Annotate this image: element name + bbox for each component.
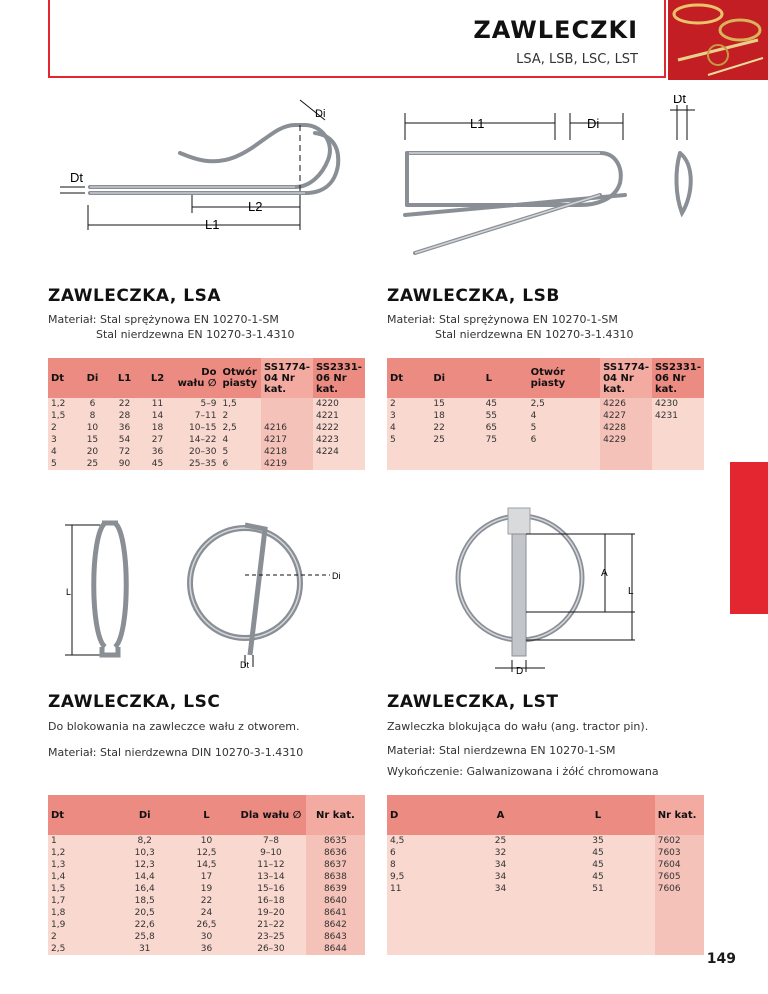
table-cell: 45 (592, 872, 604, 882)
lst-table-body (387, 835, 704, 955)
lsc-description: Do blokowania na zawleczce wału z otworem. (48, 720, 300, 733)
lsa-table (48, 358, 365, 470)
lsa-material-line1: Materiał: Stal sprężynowa EN 10270-1-SM (48, 313, 279, 326)
table-cell: 2 (51, 423, 57, 433)
lst-table (387, 795, 704, 955)
table-cell (460, 907, 541, 919)
lsc-material: Materiał: Stal nierdzewna DIN 10270-3-1.4310 (48, 746, 304, 759)
table-cell: 3 (51, 435, 57, 445)
lsc-l-label: L (66, 587, 72, 597)
table-cell: 8642 (306, 919, 365, 931)
table-cell: 18 (151, 423, 164, 433)
table-cell: 2 (51, 932, 57, 942)
table-cell: 1,5 (51, 884, 66, 894)
lsa-col-hole: Otwór piasty (219, 358, 261, 398)
table-cell: 4 (530, 411, 537, 421)
table-cell: 18,5 (134, 896, 155, 906)
table-cell: 55 (485, 411, 498, 421)
table-cell: 6 (390, 848, 396, 858)
table-cell: 15 (433, 399, 445, 409)
table-cell: 1,2 (51, 399, 66, 409)
table-cell: 26,5 (196, 920, 217, 930)
table-cell: 4 (222, 435, 229, 445)
table-cell (528, 446, 601, 458)
table-cell: 54 (118, 435, 131, 445)
table-row (387, 883, 704, 895)
table-cell: 5 (390, 435, 396, 445)
table-row (48, 434, 365, 446)
table-cell: 2,5 (51, 944, 66, 954)
table-cell: 4219 (261, 458, 313, 470)
table-cell: 34 (494, 860, 507, 870)
table-cell: 13–14 (257, 872, 285, 882)
table-cell: 8644 (306, 943, 365, 955)
table-cell (652, 458, 704, 470)
table-cell: 8 (390, 860, 396, 870)
table-row (48, 847, 365, 859)
lsa-col-dt: Dt (48, 358, 77, 398)
lsa-l1-label: L1 (205, 217, 220, 232)
lsb-col-ss1774: SS1774-04 Nr kat. (600, 358, 652, 398)
table-cell: 45 (151, 459, 164, 469)
lst-l-label: L (628, 586, 634, 597)
table-cell: 16–18 (257, 896, 285, 906)
table-cell: 10,3 (134, 848, 155, 858)
table-row (48, 883, 365, 895)
table-row (387, 446, 704, 458)
table-cell: 7606 (655, 883, 704, 895)
table-cell: 2,5 (530, 399, 545, 409)
table-cell: 90 (118, 459, 131, 469)
table-cell: 1,4 (51, 872, 66, 882)
table-cell: 8640 (306, 895, 365, 907)
table-cell (528, 458, 601, 470)
table-cell (652, 422, 704, 434)
table-cell (430, 446, 482, 458)
lsb-di-label: Di (587, 116, 600, 131)
table-row (387, 907, 704, 919)
table-row (387, 847, 704, 859)
table-row (48, 398, 365, 410)
lsb-table-header-row (387, 358, 704, 398)
table-cell: 1,9 (51, 920, 66, 930)
table-cell: 1,8 (51, 908, 66, 918)
table-cell: 15 (86, 435, 99, 445)
table-cell: 21–22 (257, 920, 285, 930)
lsb-title: ZAWLECZKA, LSB (387, 286, 560, 306)
table-row (48, 859, 365, 871)
page-number: 149 (706, 951, 736, 967)
lsb-col-l: L (483, 358, 528, 398)
table-cell (387, 943, 460, 955)
table-cell: 65 (485, 423, 498, 433)
lsc-dt-label: Dt (240, 660, 249, 670)
table-cell: 8,2 (137, 836, 152, 846)
table-cell: 20,5 (134, 908, 155, 918)
table-cell: 22 (118, 399, 131, 409)
table-cell: 36 (200, 944, 213, 954)
lst-description: Zawleczka blokująca do wału (ang. tractor pin). (387, 720, 649, 733)
table-row (387, 398, 704, 410)
table-cell: 2 (390, 399, 396, 409)
table-cell: 25–35 (189, 459, 217, 469)
lsb-col-dt: Dt (387, 358, 430, 398)
table-cell: 14,5 (196, 860, 217, 870)
table-cell: 72 (118, 447, 131, 457)
table-cell: 22,6 (134, 920, 155, 930)
table-cell: 30 (200, 932, 213, 942)
lsc-col-di: Di (112, 795, 176, 835)
table-cell: 4231 (655, 411, 678, 421)
lsa-table-header-row (48, 358, 365, 398)
table-cell: 5 (530, 423, 537, 433)
table-row (48, 919, 365, 931)
table-row (387, 458, 704, 470)
table-cell (387, 895, 460, 907)
lsa-col-ss1774: SS1774-04 Nr kat. (261, 358, 313, 398)
table-cell: 4230 (655, 399, 678, 409)
table-cell: 20–30 (189, 447, 217, 457)
table-cell: 6 (530, 435, 537, 445)
table-cell: 11–12 (257, 860, 285, 870)
lsb-diagram (395, 95, 705, 260)
table-cell: 31 (138, 944, 151, 954)
table-cell: 4216 (261, 422, 313, 434)
lst-col-a: A (460, 795, 541, 835)
table-cell: 8636 (306, 847, 365, 859)
table-cell: 23–25 (257, 932, 285, 942)
table-cell: 75 (485, 435, 498, 445)
table-cell: 5 (51, 459, 57, 469)
table-cell (387, 458, 430, 470)
table-cell: 4228 (600, 422, 652, 434)
table-cell: 6 (89, 399, 96, 409)
table-cell: 6 (222, 459, 229, 469)
table-cell (313, 458, 365, 470)
table-row (48, 422, 365, 434)
table-cell: 45 (485, 399, 498, 409)
table-cell (261, 410, 313, 422)
table-cell: 18 (433, 411, 445, 421)
table-row (387, 410, 704, 422)
table-cell: 14 (151, 411, 164, 421)
table-row (387, 931, 704, 943)
table-cell (460, 931, 541, 943)
lsc-table-header-row (48, 795, 365, 835)
table-row (48, 895, 365, 907)
table-row (48, 835, 365, 847)
table-row (48, 446, 365, 458)
table-row (387, 434, 704, 446)
lsc-di-label: Di (332, 571, 341, 581)
table-cell: 7–8 (262, 836, 279, 846)
table-cell (541, 907, 655, 919)
table-cell: 5–9 (200, 399, 217, 409)
lsa-col-shaft: Do wału ∅ (174, 358, 219, 398)
table-row (48, 871, 365, 883)
lst-col-catalog: Nr kat. (655, 795, 704, 835)
lsb-material (387, 312, 634, 342)
table-cell: 8635 (306, 835, 365, 847)
table-cell (652, 446, 704, 458)
table-cell: 35 (592, 836, 604, 846)
table-cell: 8639 (306, 883, 365, 895)
table-cell (483, 458, 528, 470)
lsa-l2-label: L2 (248, 199, 263, 214)
lsa-dt-label: Dt (70, 170, 83, 185)
lsc-col-l: L (177, 795, 236, 835)
table-cell (655, 931, 704, 943)
table-cell (600, 446, 652, 458)
lsb-col-di: Di (430, 358, 482, 398)
table-cell: 1,2 (51, 848, 66, 858)
table-cell: 19–20 (257, 908, 285, 918)
table-cell: 27 (151, 435, 164, 445)
table-cell: 9–10 (260, 848, 282, 858)
table-cell: 15–16 (257, 884, 285, 894)
table-cell: 4227 (600, 410, 652, 422)
table-cell: 8638 (306, 871, 365, 883)
table-cell: 25,8 (134, 932, 155, 942)
table-cell: 1,7 (51, 896, 66, 906)
table-cell (430, 458, 482, 470)
table-cell: 25 (433, 435, 445, 445)
table-cell: 10 (86, 423, 99, 433)
lsc-col-shaft: Dla wału ∅ (236, 795, 306, 835)
table-cell: 10 (200, 836, 213, 846)
table-cell: 4 (51, 447, 57, 457)
table-cell: 26–30 (257, 944, 285, 954)
table-cell (460, 895, 541, 907)
page-title: ZAWLECZKI (473, 16, 638, 44)
table-cell: 8641 (306, 907, 365, 919)
lsa-col-l2: L2 (141, 358, 174, 398)
table-cell (387, 919, 460, 931)
lsa-col-l1: L1 (108, 358, 141, 398)
table-cell: 24 (200, 908, 213, 918)
table-cell: 51 (592, 884, 604, 894)
lsb-col-hole: Otwór piasty (528, 358, 601, 398)
table-cell (655, 895, 704, 907)
table-cell: 7–11 (194, 411, 217, 421)
table-cell (261, 398, 313, 410)
table-cell (460, 943, 541, 955)
lst-title: ZAWLECZKA, LST (387, 692, 559, 712)
table-cell (541, 919, 655, 931)
lsc-diagram (60, 505, 360, 675)
table-cell (655, 907, 704, 919)
lsa-col-ss2331: SS2331-06 Nr kat. (313, 358, 365, 398)
table-cell: 14,4 (134, 872, 155, 882)
table-cell: 7602 (655, 835, 704, 847)
table-cell: 1,5 (222, 399, 237, 409)
table-cell: 5 (222, 447, 229, 457)
table-cell: 9,5 (390, 872, 405, 882)
table-cell: 12,3 (134, 860, 155, 870)
lsc-title: ZAWLECZKA, LSC (48, 692, 221, 712)
table-cell: 8637 (306, 859, 365, 871)
table-cell: 34 (494, 884, 507, 894)
table-cell: 4222 (315, 423, 339, 433)
table-cell: 1 (51, 836, 57, 846)
table-cell: 3 (390, 411, 396, 421)
table-row (387, 919, 704, 931)
page-subtitle: LSA, LSB, LSC, LST (516, 52, 638, 67)
table-cell (541, 931, 655, 943)
table-cell (652, 434, 704, 446)
table-cell: 22 (200, 896, 213, 906)
lsb-material-line1: Materiał: Stal sprężynowa EN 10270-1-SM (387, 313, 618, 326)
lst-col-d: D (387, 795, 460, 835)
table-cell: 45 (592, 848, 604, 858)
table-cell: 32 (494, 848, 507, 858)
lsc-col-dt: Dt (48, 795, 112, 835)
lsb-dt-label: Dt (673, 95, 686, 106)
section-tab (730, 462, 768, 614)
table-cell: 28 (118, 411, 131, 421)
table-cell: 8 (89, 411, 96, 421)
table-cell: 1,5 (51, 411, 66, 421)
table-cell (600, 458, 652, 470)
table-row (48, 410, 365, 422)
table-cell: 25 (494, 836, 507, 846)
lst-table-header-row (387, 795, 704, 835)
lst-diagram (440, 500, 655, 680)
table-row (387, 859, 704, 871)
table-cell: 1,3 (51, 860, 66, 870)
table-cell (387, 446, 430, 458)
lst-col-l: L (541, 795, 655, 835)
table-cell: 11 (151, 399, 164, 409)
table-row (48, 943, 365, 955)
lsc-table (48, 795, 365, 955)
table-cell (541, 943, 655, 955)
table-cell: 36 (151, 447, 164, 457)
table-cell: 4220 (315, 399, 339, 409)
lsa-table-body (48, 398, 365, 470)
table-cell: 11 (390, 884, 402, 894)
table-cell (483, 446, 528, 458)
table-cell: 17 (200, 872, 213, 882)
lsc-table-body (48, 835, 365, 955)
table-row (48, 907, 365, 919)
table-cell (541, 895, 655, 907)
table-cell: 4223 (315, 435, 339, 445)
table-cell: 4229 (600, 434, 652, 446)
lst-material: Materiał: Stal nierdzewna EN 10270-1-SM (387, 744, 616, 757)
table-row (387, 871, 704, 883)
table-cell: 7603 (655, 847, 704, 859)
lst-finish: Wykończenie: Galwanizowana i żółć chromowana (387, 765, 659, 778)
lsb-col-ss2331: SS2331-06 Nr kat. (652, 358, 704, 398)
table-cell (387, 931, 460, 943)
table-cell (460, 919, 541, 931)
lst-d-label: D (516, 666, 524, 677)
table-cell: 10–15 (189, 423, 217, 433)
lsa-material (48, 312, 295, 342)
table-cell: 14–22 (189, 435, 217, 445)
table-cell: 25 (86, 459, 99, 469)
lsa-diagram (60, 95, 380, 245)
lsb-table-body (387, 398, 704, 470)
table-cell: 19 (200, 884, 213, 894)
table-cell: 16,4 (134, 884, 155, 894)
table-cell: 7605 (655, 871, 704, 883)
table-cell: 7604 (655, 859, 704, 871)
lsb-l1-label: L1 (470, 116, 485, 131)
table-cell: 2,5 (222, 423, 237, 433)
lsa-title: ZAWLECZKA, LSA (48, 286, 221, 306)
table-cell: 4,5 (390, 836, 405, 846)
table-cell: 36 (118, 423, 131, 433)
table-cell: 45 (592, 860, 604, 870)
table-row (387, 835, 704, 847)
table-cell: 8643 (306, 931, 365, 943)
table-cell: 4218 (261, 446, 313, 458)
table-row (387, 895, 704, 907)
table-row (48, 458, 365, 470)
lsb-table (387, 358, 704, 470)
lsb-material-line2: Stal nierdzewna EN 10270-3-1.4310 (435, 328, 634, 341)
table-cell: 4224 (315, 447, 339, 457)
table-cell: 2 (222, 411, 229, 421)
lsc-col-catalog: Nr kat. (306, 795, 365, 835)
table-cell (387, 907, 460, 919)
lst-a-label: A (601, 568, 608, 579)
table-cell: 34 (494, 872, 507, 882)
table-cell: 4 (390, 423, 396, 433)
table-row (387, 422, 704, 434)
product-photo (668, 0, 768, 80)
table-cell (655, 943, 704, 955)
table-cell: 22 (433, 423, 445, 433)
table-cell (655, 919, 704, 931)
table-cell: 4217 (261, 434, 313, 446)
table-cell: 20 (86, 447, 99, 457)
lsa-col-di: Di (77, 358, 108, 398)
table-row (48, 931, 365, 943)
table-cell: 4221 (315, 411, 339, 421)
table-cell: 4226 (600, 398, 652, 410)
lsa-di-label: Di (315, 108, 326, 120)
table-row (387, 943, 704, 955)
table-cell: 12,5 (196, 848, 217, 858)
lsa-material-line2: Stal nierdzewna EN 10270-3-1.4310 (96, 328, 295, 341)
